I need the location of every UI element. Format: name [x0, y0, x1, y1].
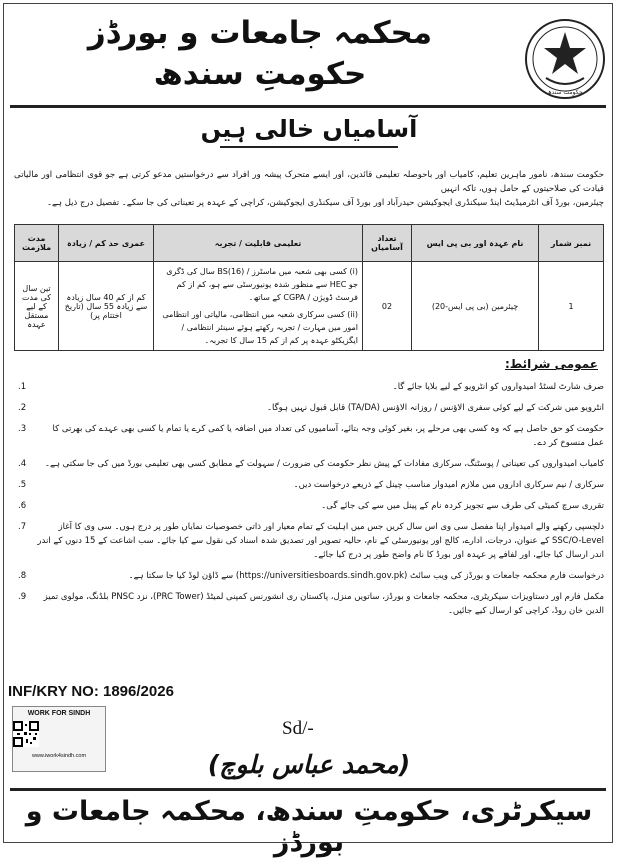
intro-paragraph [14, 168, 604, 210]
vacancy-underline [220, 146, 398, 148]
condition-number: 3. [18, 424, 27, 434]
condition-text: دلچسپی رکھنے والے امیدوار اپنا مفصل سی وی اس سال کریں جس میں اہلیت کے تمام معیار اور ذاتی خصوصیات نمایاں طور پر درج ہوں۔ سی وی کا آغاز SSC/O-Level کے عنوان، درجات، ادارے، کالج اور یونیورسٹی کے نام، حالیہ تصویر اور تصدیق شدہ اسناد کی نقول سے کیا جائے۔ سب اشاعت کے 15 دنوں کے اندر اندر ارسال کیا جائے، اور لفافے پر عہدہ اور بورڈ کا نام واضح طور پر درج کیا جائے۔ [37, 522, 604, 560]
vacancy-table [14, 224, 604, 351]
work-for-sindh-title: WORK FOR SINDH [27, 710, 91, 717]
qr-code-icon [13, 721, 39, 747]
condition-number: 5. [18, 480, 27, 490]
condition-text: صرف شارٹ لسٹڈ امیدواروں کو انٹرویو کے لیے بلایا جائے گا۔ [392, 382, 604, 392]
cell-qualification [154, 262, 363, 351]
cell-count: 02 [363, 262, 412, 351]
condition-text: سرکاری / نیم سرکاری اداروں میں ملازم امیدوار مناسب چینل کے ذریعے درخواست دیں۔ [293, 480, 604, 490]
condition-text: درخواست فارم محکمہ جامعات و بورڈز کی ویب سائٹ (https://universitiesboards.sindh.gov.pk) سے ڈاؤن لوڈ کیا جا سکتا ہے۔ [128, 571, 604, 581]
list-item [18, 569, 604, 583]
col-qualification: تعلیمی قابلیت / تجربہ [154, 225, 363, 262]
conditions-heading: عمومی شرائط: [504, 357, 598, 371]
signature-mark: Sd/- [282, 718, 314, 739]
officer-name: (محمد عباس بلوچ) [207, 750, 411, 779]
col-serial: نمبر شمار [539, 225, 604, 262]
condition-number: 7. [18, 522, 27, 532]
condition-number: 4. [18, 459, 27, 469]
col-count: تعداد آسامیاں [363, 225, 412, 262]
cell-serial: 1 [539, 262, 604, 351]
cell-age: کم از کم 40 سال زیادہ سے زیادہ 55 سال (تاریخ اختتام پر) [59, 262, 154, 351]
government-title: حکومتِ سندھ [153, 56, 367, 92]
condition-number: 8. [18, 571, 27, 581]
sindh-government-seal-icon [524, 18, 606, 100]
list-item [18, 422, 604, 450]
cell-term: تین سال کی مدت کے لیے مستقل عہدہ [15, 262, 59, 351]
list-item [18, 457, 604, 471]
seal-text: حکومت سندھ [547, 89, 583, 96]
list-item [18, 520, 604, 562]
condition-number: 1. [18, 382, 27, 392]
footer-divider [10, 788, 606, 791]
table-row [15, 262, 604, 351]
intro-line: حکومت سندھ، نامور ماہرین تعلیم، کامیاب اور باحوصلہ تعلیمی قائدین، اور ایسے متحرک پیشہ ور افراد سے درخواستیں مدعو کرتی ہے جو قوی انتظامی اور مالیاتی قیادت کی صلاحیتوں کے حامل ہوں، تاکہ انہیں [14, 170, 604, 194]
list-item [18, 590, 604, 618]
footer-designation: سیکرٹری، حکومتِ سندھ، محکمہ جامعات و بورڈز [25, 796, 593, 858]
table-header-row [15, 225, 604, 262]
conditions-list [18, 380, 604, 625]
intro-line: چیئرمین، بورڈ آف انٹرمیڈیٹ اینڈ سیکنڈری ایجوکیشن حیدرآباد اور بورڈ آف سیکنڈری ایجوکیشن، کراچی کے عہدہ پر تعیناتی کی جا سکے۔ تفصیل درج ذیل ہے۔ [47, 198, 604, 208]
condition-text: کامیاب امیدواروں کی تعیناتی / پوسٹنگ، سرکاری مفادات کے پیش نظر حکومت کی ضرورت / سہولت کے مطابق کسی بھی تعلیمی بورڈ میں کی جا سکتی ہے۔ [45, 459, 604, 469]
reference-number: INF/KRY NO: 1896/2026 [8, 683, 174, 700]
header-divider [10, 105, 606, 108]
col-age: عمری حد کم / زیادہ [59, 225, 154, 262]
condition-text: حکومت کو حق حاصل ہے کہ وہ کسی بھی مرحلے پر، بغیر کوئی وجہ بتائے، آسامیوں کی تعداد میں اضافہ یا کمی کرے یا تمام یا کسی بھی عہدے کی بھرتی کا عمل منسوخ کر دے۔ [52, 424, 604, 448]
condition-number: 6. [18, 501, 27, 511]
col-post: نام عہدہ اور بی پی ایس [412, 225, 539, 262]
col-term: مدت ملازمت [15, 225, 59, 262]
list-item [18, 401, 604, 415]
department-title: محکمہ جامعات و بورڈز [87, 15, 433, 51]
condition-text: مکمل فارم اور دستاویزات سیکریٹری، محکمہ جامعات و بورڈز، ساتویں منزل، پاکستان ری انشورنس کمپنی لمیٹڈ (PRC Tower)، نزد PNSC بلڈنگ، مولوی تمیز الدین خان روڈ، کراچی کو ارسال کیے جائیں۔ [43, 592, 604, 616]
qualification-item: (i) کسی بھی شعبہ میں ماسٹرز / (16)BS سال کی ڈگری جو HEC سے منظور شدہ یونیورسٹی سے ہو، کم از کم فرسٹ ڈویژن / CGPA کے ساتھ۔ [166, 267, 358, 302]
qualification-item: (ii) کسی سرکاری شعبہ میں انتظامی، مالیاتی اور انتظامی امور میں مہارت / تجربہ رکھتے ہوئے سینئر انتظامی / ایگزیکٹو عہدہ پر کم از کم 15 سال کا تجربہ۔ [162, 310, 358, 345]
condition-text: تقرری سرچ کمیٹی کی طرف سے تجویز کردہ نام کے پینل میں سے کی جائے گی۔ [321, 501, 604, 511]
list-item [18, 499, 604, 513]
vacancy-heading: آسامیاں خالی ہیں [200, 115, 418, 143]
work-for-sindh-url: www.iwork4sindh.com [31, 753, 87, 759]
page-header [10, 12, 510, 94]
condition-text: انٹرویو میں شرکت کے لیے کوئی سفری الاؤنس / روزانہ الاؤنس (TA/DA) قابل قبول نہیں ہوگا۔ [267, 403, 604, 413]
cell-post: چیئرمین (بی پی ایس-20) [412, 262, 539, 351]
list-item [18, 478, 604, 492]
condition-number: 2. [18, 403, 27, 413]
condition-number: 9. [18, 592, 27, 602]
list-item [18, 380, 604, 394]
